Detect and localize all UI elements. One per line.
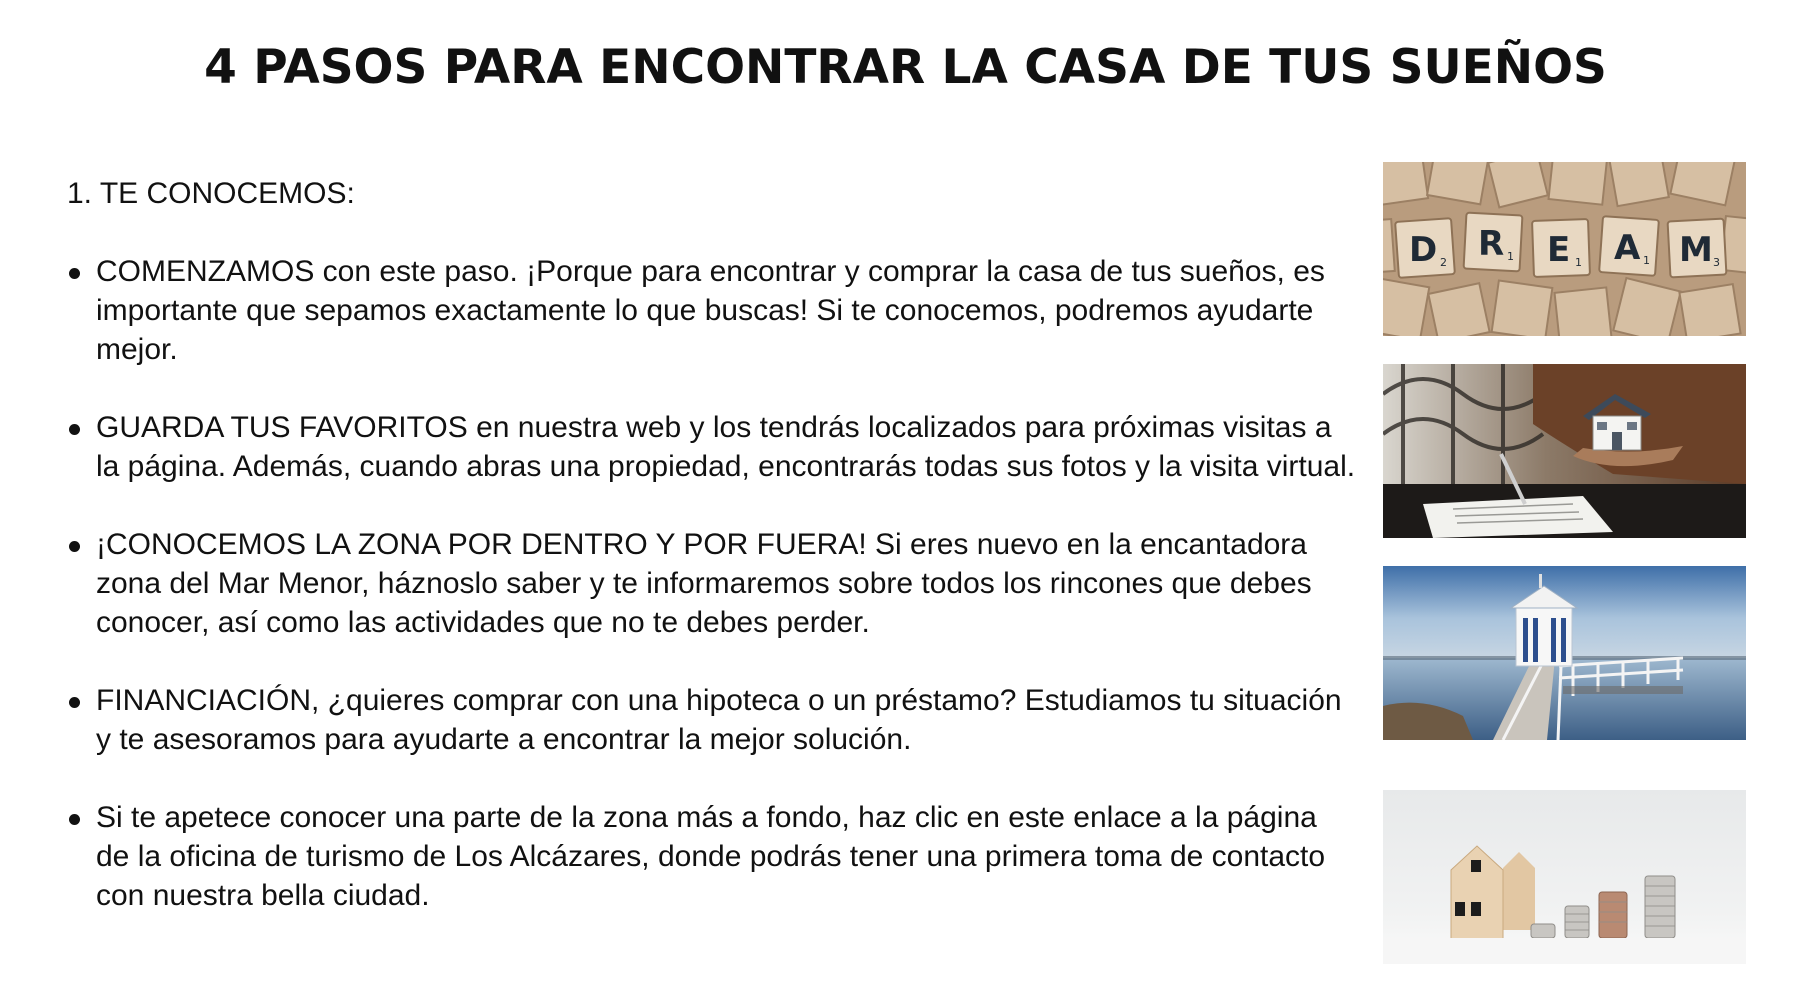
tile-letter-d: D — [1409, 230, 1438, 270]
house-model-in-hand-icon — [1383, 364, 1746, 538]
tile-letter-m: M — [1679, 230, 1713, 270]
section-heading: 1. TE CONOCEMOS: — [67, 177, 355, 210]
dream-tiles-photo — [1383, 162, 1746, 336]
pier-photo — [1383, 566, 1746, 740]
beach-hut-on-pier-icon — [1383, 566, 1746, 740]
tile-letter-a: A — [1614, 228, 1641, 268]
steps-content — [67, 174, 1357, 954]
house-contract-photo — [1383, 364, 1746, 538]
tile-points-a: 1 — [1643, 254, 1650, 267]
bullet-item-turismo: Si te apetece conocer una parte de la zona más a fondo, haz clic en este enlace a la página de la oficina de turismo de Los Alcázares, donde podrás tener una primera toma de contacto con nuestra bella ciudad. — [67, 798, 1357, 915]
dream-tiles-image — [1383, 162, 1746, 336]
bullet-item-favoritos: GUARDA TUS FAVORITOS en nuestra web y los tendrás localizados para próximas visitas a la página. Además, cuando abras una propiedad, encontrarás todas sus fotos y la visita virtual. — [67, 408, 1357, 486]
tile-points-d: 2 — [1440, 256, 1447, 269]
tile-points-r: 1 — [1507, 250, 1514, 263]
tile-points-m: 3 — [1713, 256, 1720, 269]
tile-letter-r: R — [1478, 224, 1505, 264]
bullet-item-comenzamos: COMENZAMOS con este paso. ¡Porque para encontrar y comprar la casa de tus sueños, es importante que sepamos exactamente lo que buscas! Si te conocemos, podremos ayudarte mejor. — [67, 252, 1357, 369]
bullet-item-financiacion: FINANCIACIÓN, ¿quieres comprar con una hipoteca o un préstamo? Estudiamos tu situación y te asesoramos para ayudarte a encontrar la mejor solución. — [67, 681, 1357, 759]
wooden-houses-with-coin-stacks-icon — [1383, 790, 1746, 964]
page-title: 4 PASOS PARA ENCONTRAR LA CASA DE TUS SUEÑOS — [204, 40, 1607, 95]
tile-letter-e: E — [1547, 230, 1571, 270]
bullet-list — [67, 252, 1357, 915]
houses-coins-photo — [1383, 790, 1746, 964]
bullet-item-zona: ¡CONOCEMOS LA ZONA POR DENTRO Y POR FUERA! Si eres nuevo en la encantadora zona del Mar Menor, háznoslo saber y te informaremos sobre todos los rincones que debes conocer, así como las actividades que no te debes perder. — [67, 525, 1357, 642]
tile-points-e: 1 — [1575, 256, 1582, 269]
